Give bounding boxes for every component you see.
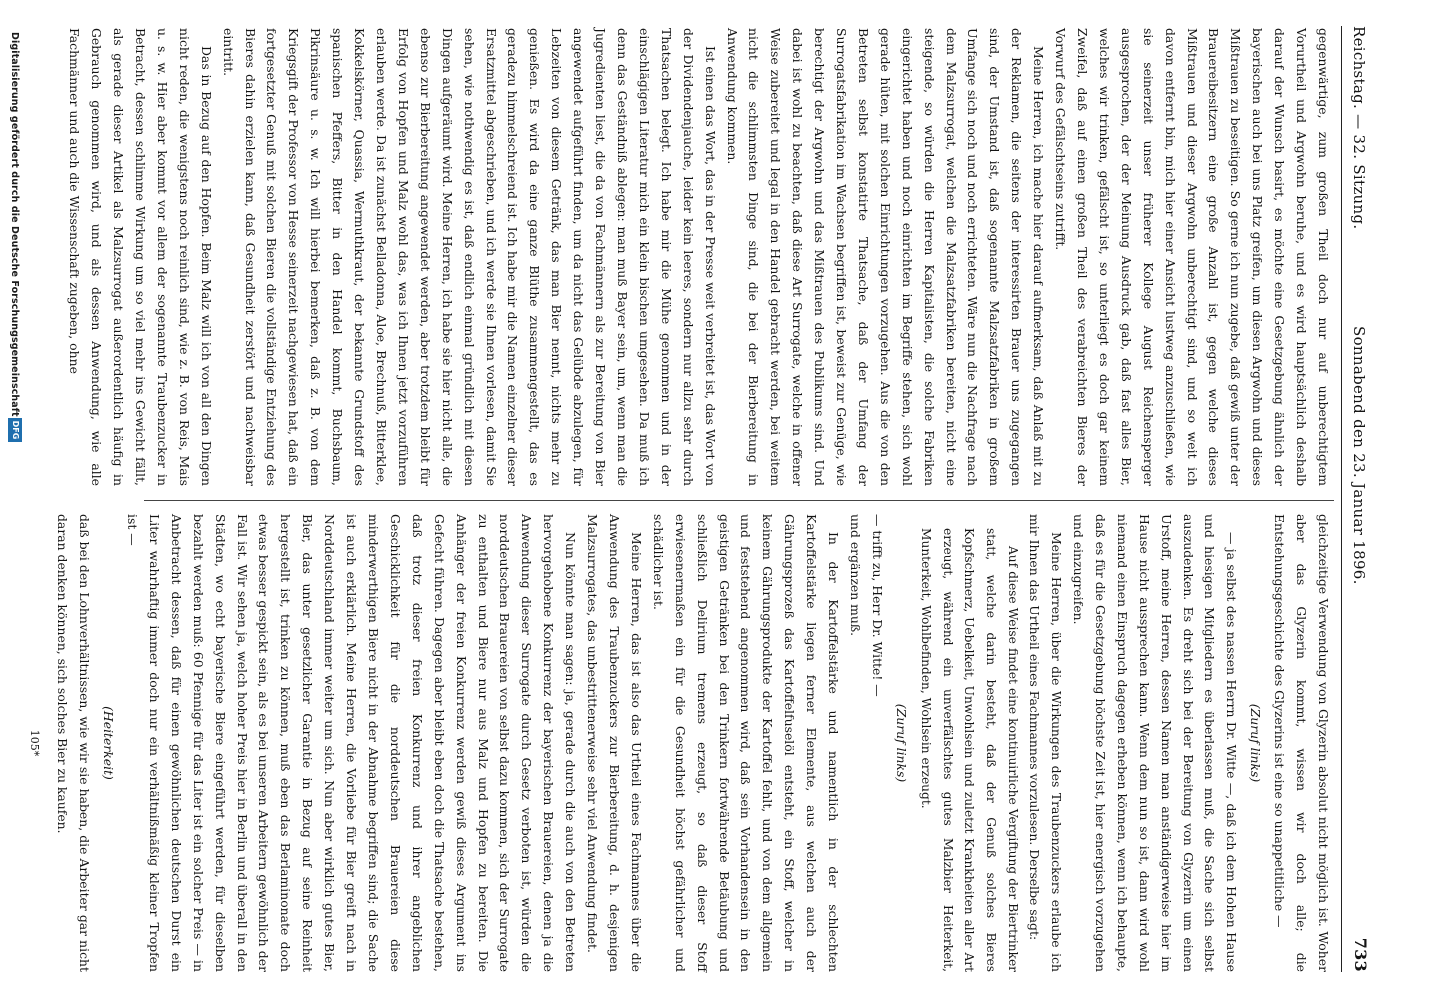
interjection: (Zuruf links) <box>1248 703 1264 783</box>
text-column-left <box>63 28 1334 486</box>
paragraph: — trifft zu, Herr Dr. Witte! — <box>869 514 885 697</box>
dfg-credit: Digitalisierung gefördert durch die Deutsche Forschungsgemeinschaft <box>9 32 20 417</box>
signature-mark: 105* <box>28 729 42 757</box>
text-column-right <box>24 514 1334 972</box>
block-quote: Auf diese Weise findet eine kontinuirliche Vergiftung der Biertrinker statt, welche darin besteht, daß der Genuß solches Bieres Kopfschmerz, Uebelkeit, Unwohlsein und zuletzt Krankheiten aller Art erzeugt, während ein unverfälschtes gutes Malzbier Heiterkeit, Munterkeit, Wohlbefinden, Wohlsein erzeugt. <box>918 528 1021 972</box>
header-session: Reichstag. — 32. Sitzung. <box>1350 26 1368 230</box>
paragraph: Ist einen das Wort, das in der Presse weit verbreitet ist, das Wort von der Dividendenjauche, leider kein leeres, sondern nur allzu sehr durch Thatsachen belegt. Ich habe mir die Mühe genommen und in der einschlägigen Literatur mich ein klein bischen umgesehen. Da muß ich denn das Geständniß ablegen: man muß Bayer sein, um, wenn man die Jugredienten liest, die da von Fachmännern als zur Bereitung von Bier angewendet aufgeführt finden, um da nicht das Gelübde abzulegen, für Lebzeiten von diesem Getränk, das man Bier nennt, nichts mehr zu genießen. Es wird da eine ganze Blüthe zusammengestellt, das es geradezu himmelschreiend ist. Ich habe mir die Namen einzelner dieser Ersatzmittel abgeschrieben, und ich werde sie Ihnen vorlesen, damit Sie sehen, wie nothwendig es ist, daß endlich einmal gründlich mit diesen Dingen aufgeräumt wird. Meine Herren, ich habe sie hier nicht alle, die ebenso zur Bierbereitung angewendet werden, aber trotzdem bleibt für Erfolg von Hopfen und Malz wohl das, was ich Ihnen jetzt vorzuführen erlauben werde. Da ist zunächst Belladonna, Aloe, Brechnuß, Bitterklee, Kokkelskörner, Quassia, Wermuthkraut, der bekannte Grundstoff des spanischen Pfeffers, Bitter in den Handel kommt, Buchsbaum, Pikrinsäure u. s. w. Ich will hierbei bemerken, daß z. B. von dem Kriegsgift der Professor von Hesse seinerzeit nachgewiesen hat, daß ein fortgesetzter Genuß mit solchen Bieren die vollständige Entziehung des Bieres dahin erzielen kann, daß Gesundheit zerstört und nachweisbar eintritt. <box>220 28 718 486</box>
paragraph: Meine Herren, ich mache hier darauf aufmerksam, daß Anlaß mit zu der Reklamen, die seitens der interessirten Brauer uns zugegangen sind, der Umstand ist, daß sogenannte Malzsatzfabriken in großem Umfange sich noch und noch errichteten. Wäre nun die Nachfrage nach dem Malzsurrogat, welchen die Malzsatzfabriken bereiten, nicht eine steigende, so würden die Herren Kapitalisten, die solche Fabriken eingerichtet haben und noch einrichten im Begriffe stehen, sich wohl gerade hüten, mit solchen Einrichtungen vorzugehen. Aus die von den Betreten selbst konstatirte Thatsache, daß der Umfang der Surrogatsfabrikation im Wachsen begriffen ist, beweist zur Genüge, wie berechtigt der Argwohn und das Mißtrauen des Publikums sind. Und dabei ist wohl zu beachten, daß diese Art Surrogate, welche in offener Weise zubereitet und legal in den Handel gebracht werden, bei weitem nicht die schlimmsten Dinge sind, die bei der Bierbereitung in Anwendung kommen. <box>724 28 1047 486</box>
page-number: 733 <box>1351 937 1370 972</box>
interjection: (Zuruf links) <box>893 703 909 783</box>
interjection: (Heiterkeit) <box>101 706 117 780</box>
paragraph: Meine Herren, über die Wirkungen des Traubenzuckers erlaube ich mir Ihnen das Urtheil eines Fachmannes vorzulesen. Derselbe sagt: <box>1027 514 1065 972</box>
paragraph: Meine Herren, das ist also das Urtheil eines Fachmannes über die Anwendung des Traubenzuckers zur Bierbereitung, d. h. desjenigen Malzsurrogates, das unbestrittenerweise sehr viel Anwendung findet. <box>585 514 644 972</box>
header-date: Sonnabend den 23. Januar 1896. <box>1350 326 1368 585</box>
paragraph: Nun könnte man sagen: ja, gerade durch die auch von den Betreten hervorgehobene Konkurrenz der bayerischen Brauereien, denen ja die Anwendung dieser Surrogate durch Gesetz verboten ist, würden die norddeutschen Brauereien von selbst dazu kommen, sich der Surrogate zu enthalten und Biere nur aus Malz und Hopfen zu bereiten. Die Anhänger der freien Konkurrenz werden gewiß dieses Argument ins Gefecht führen. Dagegen aber bleibt eben doch die Thatsache bestehen, daß trotz dieser freien Konkurrenz und ihrer angeblichen Geschicklichkeit für die norddeutschen Brauereien diese minderwerthigen Biere nicht in der Abnahme begriffen sind; die Sache ist auch erklärlich. Meine Herren, die Vorliebe für Bier greift nach in Norddeutschland immer weiter um sich. Nun aber wirklich gutes Bier, Bier, das unter gesetzlicher Garantie in Bezug auf seine Reinheit hergestellt ist, trinken zu können, muß eben das Berlaminonate doch etwas besser gespickt sein, als es bei unseren Arbeitern gewöhnlich der Fall ist. Wir sehen ja, welch hoher Preis hier in Berlin und überall in den Städten, wo echt bayerische Biere eingeführt werden, für dieselben bezahlt werden muß: 60 Pfennige für das Liter ist ein solcher Preis — in Anbetracht dessen, daß für einen gewöhnlichen deutschen Durst ein Liter wahrhaftig immer doch nur ein verhältnißmäßig kleiner Tropfen ist — <box>125 514 579 972</box>
paragraph: gegenwärtige, zum großen Theil doch nur auf unberechtigtem Vorurtheil und Argwohn beruhe, und es wird hauptsächlich deshalb darauf der Wunsch basirt, es möchte eine Gesetzgebung ähnlich der bayerischen auch bei uns Platz greifen, um diesen Argwohn und dieses Mißtrauen zu beseitigen. So gerne ich nun zugebe, daß gewiß unter der Brauereibesitzern eine große Anzahl ist, gegen welche dieses Mißtrauen und dieser Argwohn unberechtigt sind, und so weit ich davon entfernt bin, mich hier einer Ansicht lustweg anzuschließen, wie sie seinerzeit unser früherer Kollege August Reichensperger ausgesprochen, der der Meinung Ausdruck gab, daß fast alles Bier, welches wir trinken, gefälscht ist, so unterliegt es doch gar keinem Zweifel, daß auf einen großen Theil des verabreichten Bieres der Vorwurf des Gefälschtseins zutrifft. <box>1053 28 1331 486</box>
column-divider <box>144 500 1334 501</box>
page-header <box>1338 26 1372 972</box>
paragraph: gleichzeitige Verwendung von Glyzerin absolut nicht möglich ist. Woher aber das Glyzerin kommt, wissen wir doch alle; die Entstehungsgeschichte des Glyzerins ist eine so unappetitliche — <box>1272 514 1331 972</box>
paragraph: — ja selbst des nassen Herrn Dr. Witte —, daß ich dem Hohen Hause und hiesigen Mitgliedern es überlassen muß, die Sache sich selbst auszudenken. Es dreht sich bei der Bereitung von Glyzerin um einen Urstoff, meine Herren, dessen Namen man anständigerweise hier im Hause nicht aussprechen kann. Wenn dem nun so ist, dann wird wohl niemand einen Einspruch dagegen erheben können, wenn ich behaupte, daß es für die Gesetzgebung höchste Zeit ist, hier energisch vorzugehen und einzugreifen. <box>1071 514 1240 972</box>
paragraph: Das in Bezug auf den Hopfen. Beim Malz will ich von all den Dingen nicht reden, die wenigstens noch reinlich sind, wie z. B. von Reis, Mais u. s. w. Hier aber kommt vor allem der sogenannte Traubenzucker in Betracht, dessen schlimme Wirkung um so viel mehr ins Gewicht fällt, als gerade dieser Artikel als Malzsurrogat außerordentlich häufig in Gebrauch genommen wird, und als dessen Anwendung, wie alle Fachmänner und auch die Wissenschaft zugeben, ohne <box>67 28 214 486</box>
paragraph: und ergänzen muß. <box>847 514 863 637</box>
header-rule <box>1341 26 1342 972</box>
paragraph: In der Kartoffelstärke und namentlich in der schlechten Kartoffelstärke liegen ferner Elemente, aus welchen auch der Gährungsprozeß das Kartoffelfuselöl entsteht, ein Stoff, welcher in keinem Gährungsprodukte der Kartoffel fehlt, und von dem allgemein und feststehend angenommen wird, daß sein Vorhandensein in den geistigen Getränken bei den Trinkern fortwährende Betäubung und schließlich Delirium tremens erzeugt, so daß dieser Stoff erwiesenermaßen ein für die Gesundheit höchst gefährlicher und schädlicher ist. <box>650 514 842 972</box>
dfg-logo-icon: DFG <box>8 418 22 442</box>
paragraph: daß bei den Lohnverhältnissen, wie wir sie haben, die Arbeiter gar nicht daran denken können, sich solches Bier zu kaufen. <box>55 514 93 972</box>
